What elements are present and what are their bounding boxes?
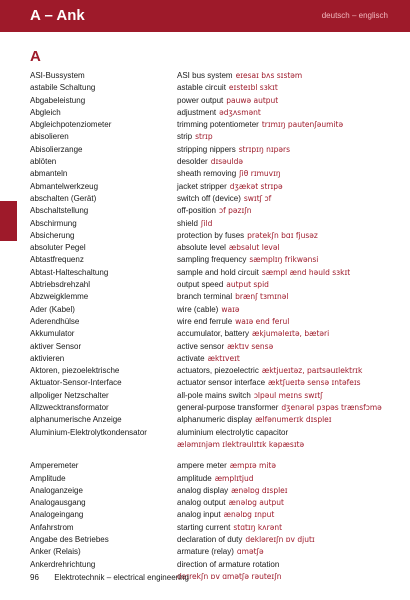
pronunciation: æləmɪnjəm ɪlektrəulɪtɪk kəpæsɪtə [177,439,305,449]
pronunciation: ælfənumerɪk dɪspleɪ [255,415,332,425]
german-term: Abschaltstellung [30,206,89,216]
german-term: Angabe des Betriebes [30,534,109,544]
pronunciation: waɪə [221,304,240,314]
pronunciation: stɑtɪŋ kʌrənt [233,522,283,532]
english-translation [177,205,252,217]
english-term: branch terminal [177,292,233,302]
dictionary-entry [0,131,410,143]
dictionary-entry [0,230,410,242]
english-translation [177,460,276,472]
english-term: wire (cable) [177,304,219,314]
pronunciation: æktɪveɪt [207,353,240,363]
english-translation [177,473,254,485]
pronunciation: sæmplɪŋ frikwənsi [249,255,319,265]
pronunciation: prətekʃn bɑɪ fjusəz [247,230,318,240]
english-term: alphanumeric display [177,415,253,425]
pronunciation: dʒenərəl pɜpəs trænsfɔmə [281,403,382,413]
english-translation [177,218,212,230]
pronunciation: strɪpɪŋ nɪpərs [238,144,291,154]
english-term: activate [177,353,205,363]
header-title: A – Ank [30,7,85,24]
pronunciation: ʃiθ rɪmuvɪŋ [239,169,281,179]
english-term: starting current [177,522,231,532]
dictionary-entry [0,427,410,452]
english-term: amplitude [177,473,212,483]
dictionary-entry [0,242,410,254]
english-translation [177,390,323,402]
pronunciation: ænəlɒg ɪnput [223,510,275,520]
german-term: aktivieren [30,353,65,363]
english-translation [177,522,282,534]
dictionary-entry [0,304,410,316]
pronunciation: dʒækət strɪpə [229,181,283,191]
english-term: power output [177,95,224,105]
dictionary-entry [0,414,410,426]
pronunciation: ænəlɒg autput [228,498,284,508]
english-term: analog display [177,485,229,495]
german-term: abisolieren [30,132,69,142]
english-term: sheath removing [177,169,237,179]
pronunciation: autput spid [226,280,269,290]
german-term: Abschirmung [30,218,77,228]
dictionary-entry [0,328,410,340]
english-translation [177,119,343,131]
german-term: Ader (Kabel) [30,304,75,314]
english-translation [177,279,269,291]
german-term: ablöten [30,157,57,167]
english-term: astable circuit [177,83,226,93]
english-term: stripping nippers [177,144,236,154]
english-term: absolute level [177,243,226,253]
dictionary-entry [0,119,410,131]
german-term: Ankerdrehrichtung [30,559,96,569]
pronunciation: ɔf pəzɪʃn [219,206,252,216]
english-translation [177,70,302,82]
english-term: wire end ferrule [177,316,233,326]
pronunciation: ʃild [200,218,213,228]
english-translation [177,534,315,546]
english-term: all-pole mains switch [177,390,251,400]
english-term: shield [177,218,198,228]
german-term: Abisolierzange [30,144,83,154]
dictionary-entry [0,267,410,279]
page-header [0,0,410,32]
english-translation [177,82,278,94]
english-term: sample and hold circuit [177,267,259,277]
pronunciation: dɪsəuldə [210,157,243,167]
german-term: Abtast-Halteschaltung [30,267,109,277]
german-term: Amperemeter [30,461,79,471]
dictionary-entry [0,316,410,328]
dictionary-entry [0,534,410,546]
dictionary-entry-list [0,70,410,583]
english-translation [177,546,264,558]
english-term: ASI bus system [177,71,233,80]
english-term: declaration of duty [177,534,243,544]
dictionary-entry [0,341,410,353]
pronunciation: ɔlpəul meɪns swɪtʃ [253,390,323,400]
english-term: protection by fuses [177,230,245,240]
pronunciation: ænəlɒg dɪspleɪ [231,485,288,495]
english-translation [177,193,271,205]
dictionary-entry [0,546,410,558]
german-term: Aderendhülse [30,316,80,326]
german-term: Anfahrstrom [30,522,74,532]
english-term: analog output [177,498,226,508]
german-term: allpoliger Netzschalter [30,390,109,400]
english-translation [177,131,213,143]
dictionary-entry [0,353,410,365]
dictionary-entry [0,205,410,217]
pronunciation: brænʃ tɜmɪnəl [235,292,289,302]
english-translation [177,168,281,180]
dictionary-entry [0,279,410,291]
pronunciation: æktʃueɪtə sensə ɪntəfeɪs [268,378,361,388]
english-term: desolder [177,157,208,167]
pronunciation: dekləreɪʃn ɒv djutɪ [245,534,315,544]
german-term: Analogeingang [30,510,84,520]
german-term: Absicherung [30,230,75,240]
pronunciation: ækjuməleɪtə, bætəri [252,329,330,339]
pronunciation: pauwə autput [226,95,279,105]
dictionary-entry [0,460,410,472]
dictionary-entry [0,377,410,389]
dictionary-entry [0,193,410,205]
german-term: ASI-Bussystem [30,71,85,80]
dictionary-entry [0,390,410,402]
english-term: jacket stripper [177,181,227,191]
english-term: general-purpose transformer [177,403,279,413]
english-translation [177,156,243,168]
german-term: Abtastfrequenz [30,255,84,265]
dictionary-entry [0,485,410,497]
english-translation [177,267,350,279]
pronunciation: æktjueɪtəz, paɪtsəuɪlektrɪk [261,366,363,376]
english-term: actuator sensor interface [177,378,266,388]
dictionary-entry [0,107,410,119]
section-letter: A [30,48,41,65]
dictionary-entry [0,168,410,180]
footer-section-title: Elektrotechnik – electrical engineering [54,573,189,582]
german-term: Aktuator-Sensor-Interface [30,378,122,388]
pronunciation: sæmpl ænd həuld sɜkɪt [261,267,351,277]
german-term: Aluminium-Elektrolytkondensator [30,427,147,437]
english-term: active sensor [177,341,225,351]
english-translation [177,328,329,340]
german-term: Abmantelwerkzeug [30,181,99,191]
pronunciation: ɑmətʃə [236,547,264,557]
pronunciation: æktɪv sensə [227,341,274,351]
english-term: trimming potentiometer [177,120,259,130]
english-translation [177,377,361,389]
german-term: Analoganzeige [30,485,83,495]
dictionary-entry [0,70,410,82]
english-translation [177,497,284,509]
dictionary-entry [0,522,410,534]
german-term: Abgleichpotenziometer [30,120,112,130]
english-translation [177,509,274,521]
english-translation [177,365,362,377]
english-translation [177,107,261,119]
english-term: accumulator, battery [177,329,250,339]
german-term: abmanteln [30,169,68,179]
german-term: Abzweigklemme [30,292,89,302]
english-translation [177,559,281,584]
dictionary-entry [0,144,410,156]
dictionary-entry [0,291,410,303]
english-translation [177,291,288,303]
english-translation [177,353,240,365]
english-term: analog input [177,510,221,520]
english-term: armature (relay) [177,547,234,557]
dictionary-entry [0,365,410,377]
english-term: switch off (device) [177,193,241,203]
english-term: direction of armature rotation [177,559,280,569]
pronunciation: ədʒʌsmənt [219,107,261,117]
pronunciation: æmpɪə mitə [229,461,276,471]
english-translation [177,230,318,242]
pronunciation: waɪə end ferul [235,316,290,326]
page-number: 96 [30,573,39,582]
pronunciation: trɪmɪŋ pautenʃəumitə [261,120,344,130]
dictionary-entry [0,402,410,414]
german-term: Abgleich [30,107,61,117]
dictionary-entry [0,95,410,107]
german-term: abschalten (Gerät) [30,193,97,203]
english-translation [177,95,278,107]
english-translation [177,242,280,254]
pronunciation: daɪrekʃn ɒv ɑmətʃə rəuteɪʃn [177,571,282,581]
english-translation [177,427,304,452]
dictionary-entry [0,218,410,230]
german-term: Aktoren, piezoelektrische [30,366,120,376]
english-term: off-position [177,206,216,216]
english-translation [177,316,289,328]
pronunciation: strɪp [195,132,213,142]
german-term: Abgabeleistung [30,95,86,105]
dictionary-entry [0,497,410,509]
german-term: Analogausgang [30,498,86,508]
german-term: alphanumerische Anzeige [30,415,122,425]
dictionary-entry [0,156,410,168]
english-term: aluminium electrolytic capacitor [177,427,289,437]
german-term: Amplitude [30,473,66,483]
english-term: output speed [177,280,224,290]
english-translation [177,414,332,426]
german-term: Anker (Relais) [30,547,81,557]
english-translation [177,304,239,316]
pronunciation: swɪtʃ ɔf [243,193,272,203]
dictionary-entry [0,509,410,521]
dictionary-entry [0,82,410,94]
pronunciation: eɪesaɪ bʌs sɪstəm [235,71,303,80]
german-term: astabile Schaltung [30,83,96,93]
language-pair-label: deutsch – englisch [321,11,388,20]
english-translation [177,144,290,156]
english-term: sampling frequency [177,255,247,265]
english-term: ampere meter [177,461,227,471]
german-term: aktiver Sensor [30,341,82,351]
german-term: Akkumulator [30,329,75,339]
german-term: Abtriebsdrehzahl [30,280,91,290]
dictionary-entry [0,181,410,193]
english-term: actuators, piezoelectric [177,366,259,376]
english-term: adjustment [177,107,217,117]
german-term: absoluter Pegel [30,243,86,253]
german-term: Allzwecktransformator [30,403,109,413]
pronunciation: æbsəlut levəl [228,243,280,253]
dictionary-entry [0,254,410,266]
page-footer [30,573,189,582]
english-translation [177,402,382,414]
pronunciation: eɪsteɪbl sɜkɪt [228,83,278,93]
english-term: strip [177,132,193,142]
english-translation [177,254,318,266]
pronunciation: æmplɪtjud [214,473,254,483]
english-translation [177,341,273,353]
dictionary-entry [0,473,410,485]
english-translation [177,485,288,497]
english-translation [177,181,283,193]
